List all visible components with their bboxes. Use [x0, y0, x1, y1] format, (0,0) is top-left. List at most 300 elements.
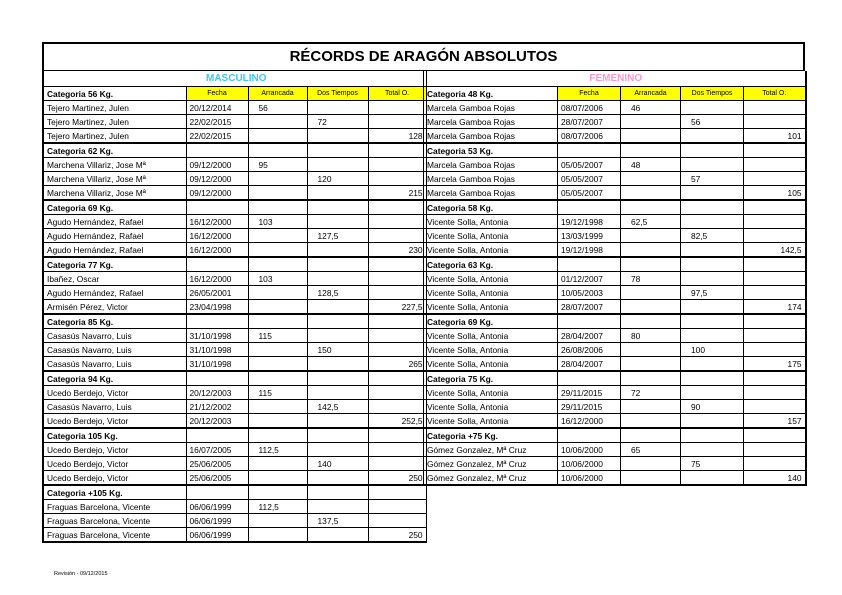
record-date: 16/12/2000 — [186, 215, 248, 229]
record-row — [424, 229, 806, 243]
record-date: 28/04/2007 — [558, 357, 621, 372]
record-date: 09/12/2000 — [186, 186, 248, 201]
record-row — [424, 443, 806, 457]
category-header-row — [424, 314, 806, 329]
dos-tiempos-value — [681, 471, 744, 486]
athlete-name: Ucedo Berdejo, Victor — [43, 457, 186, 471]
record-row — [424, 186, 806, 201]
record-row — [43, 357, 426, 372]
empty-cell — [186, 371, 248, 386]
record-row — [43, 115, 426, 129]
record-date: 20/12/2003 — [186, 414, 248, 429]
arrancada-value: 112,5 — [248, 443, 307, 457]
record-row — [43, 528, 426, 543]
column-header-fecha: Fecha — [186, 87, 248, 101]
category-name: Categoria 94 Kg. — [43, 371, 186, 386]
athlete-name: Vicente Solla, Antonia — [424, 300, 558, 315]
record-date: 16/12/2000 — [186, 229, 248, 243]
category-header-row — [43, 257, 426, 272]
record-row — [424, 414, 806, 429]
empty-cell — [558, 428, 621, 443]
record-date: 16/07/2005 — [186, 443, 248, 457]
masculino-section — [42, 71, 425, 543]
record-date: 16/12/2000 — [186, 243, 248, 258]
femenino-table — [423, 71, 807, 486]
athlete-name: Agudo Hernández, Rafael — [43, 229, 186, 243]
record-date: 05/05/2007 — [558, 186, 621, 201]
total-value: 265 — [368, 357, 426, 372]
dos-tiempos-value — [307, 443, 368, 457]
athlete-name: Tejero Martinez, Julen — [43, 101, 186, 115]
arrancada-value: 78 — [621, 272, 681, 286]
total-value — [744, 158, 806, 172]
empty-cell — [248, 143, 307, 158]
category-header-row — [424, 371, 806, 386]
athlete-name: Marcela Gamboa Rojas — [424, 186, 558, 201]
record-date: 29/11/2015 — [558, 386, 621, 400]
arrancada-value: 95 — [248, 158, 307, 172]
record-date: 08/07/2006 — [558, 101, 621, 115]
total-value — [744, 101, 806, 115]
athlete-name: Vicente Solla, Antonia — [424, 357, 558, 372]
dos-tiempos-value — [681, 272, 744, 286]
athlete-name: Fraguas Barcelona, Vicente — [43, 514, 186, 528]
empty-cell — [186, 485, 248, 500]
record-row — [43, 229, 426, 243]
record-row — [43, 300, 426, 315]
athlete-name: Casasús Navarro, Luis — [43, 400, 186, 414]
dos-tiempos-value — [307, 129, 368, 144]
total-value — [368, 115, 426, 129]
arrancada-value — [621, 357, 681, 372]
empty-cell — [744, 371, 806, 386]
empty-cell — [307, 200, 368, 215]
arrancada-value — [621, 129, 681, 144]
record-date: 31/10/1998 — [186, 343, 248, 357]
empty-cell — [558, 314, 621, 329]
empty-cell — [307, 257, 368, 272]
athlete-name: Casasús Navarro, Luis — [43, 329, 186, 343]
total-value: 142,5 — [744, 243, 806, 258]
record-row — [424, 386, 806, 400]
total-value — [368, 443, 426, 457]
dos-tiempos-value: 57 — [681, 172, 744, 186]
record-row — [43, 471, 426, 486]
empty-cell — [368, 143, 426, 158]
arrancada-value: 112,5 — [248, 500, 307, 514]
arrancada-value: 56 — [248, 101, 307, 115]
athlete-name: Tejero Martinez, Julen — [43, 115, 186, 129]
arrancada-value — [248, 243, 307, 258]
empty-cell — [368, 314, 426, 329]
record-date: 06/06/1999 — [186, 500, 248, 514]
empty-cell — [368, 428, 426, 443]
record-row — [43, 272, 426, 286]
athlete-name: Ibañez, Oscar — [43, 272, 186, 286]
column-header-fecha: Fecha — [558, 87, 621, 101]
total-value — [744, 229, 806, 243]
total-value — [744, 286, 806, 300]
dos-tiempos-value: 120 — [307, 172, 368, 186]
arrancada-value — [621, 115, 681, 129]
record-row — [43, 329, 426, 343]
total-value: 215 — [368, 186, 426, 201]
masculino-gender-row — [43, 71, 426, 87]
record-row — [43, 129, 426, 144]
record-row — [424, 357, 806, 372]
dos-tiempos-value — [307, 500, 368, 514]
record-row — [424, 215, 806, 229]
column-header-dos-tiempos: Dos Tiempos — [681, 87, 744, 101]
athlete-name: Agudo Hernández, Rafael — [43, 286, 186, 300]
page-title: RÉCORDS DE ARAGÓN ABSOLUTOS — [42, 42, 805, 71]
record-row — [43, 457, 426, 471]
record-date: 13/03/1999 — [558, 229, 621, 243]
empty-cell — [558, 143, 621, 158]
category-name: Categoria +105 Kg. — [43, 485, 186, 500]
record-date: 08/07/2006 — [558, 129, 621, 144]
record-date: 28/04/2007 — [558, 329, 621, 343]
category-name: Categoria 58 Kg. — [424, 200, 558, 215]
record-date: 19/12/1998 — [558, 215, 621, 229]
total-value: 227,5 — [368, 300, 426, 315]
arrancada-value — [621, 471, 681, 486]
athlete-name: Vicente Solla, Antonia — [424, 329, 558, 343]
empty-cell — [681, 371, 744, 386]
total-value: 250 — [368, 528, 426, 543]
category-header-row — [43, 428, 426, 443]
total-value — [744, 215, 806, 229]
empty-cell — [744, 200, 806, 215]
athlete-name: Marcela Gamboa Rojas — [424, 115, 558, 129]
athlete-name: Agudo Hernández, Rafael — [43, 243, 186, 258]
arrancada-value — [248, 400, 307, 414]
record-date: 06/06/1999 — [186, 528, 248, 543]
femenino-label: FEMENINO — [424, 71, 806, 87]
total-value — [368, 172, 426, 186]
column-header-arrancada: Arrancada — [248, 87, 307, 101]
record-row — [424, 400, 806, 414]
record-date: 19/12/1998 — [558, 243, 621, 258]
dos-tiempos-value — [681, 329, 744, 343]
dos-tiempos-value: 72 — [307, 115, 368, 129]
athlete-name: Vicente Solla, Antonia — [424, 400, 558, 414]
category-header-row — [43, 485, 426, 500]
arrancada-value: 80 — [621, 329, 681, 343]
athlete-name: Casasús Navarro, Luis — [43, 357, 186, 372]
empty-cell — [307, 485, 368, 500]
category-name: Categoria 105 Kg. — [43, 428, 186, 443]
total-value — [368, 158, 426, 172]
athlete-name: Ucedo Berdejo, Victor — [43, 414, 186, 429]
record-date: 01/12/2007 — [558, 272, 621, 286]
athlete-name: Fraguas Barcelona, Vicente — [43, 500, 186, 514]
empty-cell — [248, 428, 307, 443]
empty-cell — [368, 257, 426, 272]
total-value — [744, 115, 806, 129]
total-value — [744, 386, 806, 400]
category-header-row — [424, 428, 806, 443]
dos-tiempos-value — [681, 414, 744, 429]
column-header-arrancada: Arrancada — [621, 87, 681, 101]
arrancada-value — [621, 186, 681, 201]
athlete-name: Vicente Solla, Antonia — [424, 243, 558, 258]
dos-tiempos-value — [307, 215, 368, 229]
record-row — [43, 500, 426, 514]
arrancada-value — [248, 343, 307, 357]
arrancada-value — [621, 400, 681, 414]
dos-tiempos-value: 128,5 — [307, 286, 368, 300]
arrancada-value — [621, 300, 681, 315]
total-value — [368, 514, 426, 528]
record-date: 26/08/2006 — [558, 343, 621, 357]
dos-tiempos-value — [307, 471, 368, 486]
record-row — [424, 343, 806, 357]
empty-cell — [558, 257, 621, 272]
arrancada-value — [621, 286, 681, 300]
record-date: 26/05/2001 — [186, 286, 248, 300]
category-header-row — [43, 200, 426, 215]
dos-tiempos-value: 100 — [681, 343, 744, 357]
empty-cell — [744, 143, 806, 158]
dos-tiempos-value — [307, 386, 368, 400]
record-date: 25/06/2005 — [186, 457, 248, 471]
dos-tiempos-value — [307, 101, 368, 115]
column-header-total: Total O. — [744, 87, 806, 101]
dos-tiempos-value — [307, 158, 368, 172]
arrancada-value — [248, 414, 307, 429]
athlete-name: Marchena Villariz, Jose Mª — [43, 186, 186, 201]
arrancada-value: 103 — [248, 215, 307, 229]
total-value — [368, 400, 426, 414]
empty-cell — [744, 257, 806, 272]
record-row — [43, 243, 426, 258]
total-value: 105 — [744, 186, 806, 201]
total-value — [368, 272, 426, 286]
category-name: Categoria 53 Kg. — [424, 143, 558, 158]
category-name: Categoria 69 Kg. — [43, 200, 186, 215]
arrancada-value — [248, 129, 307, 144]
record-row — [424, 172, 806, 186]
arrancada-value — [621, 414, 681, 429]
dos-tiempos-value: 56 — [681, 115, 744, 129]
record-row — [43, 101, 426, 115]
masculino-label: MASCULINO — [43, 71, 426, 87]
total-value: 128 — [368, 129, 426, 144]
empty-cell — [621, 143, 681, 158]
athlete-name: Vicente Solla, Antonia — [424, 414, 558, 429]
revision-note: Revisión - 09/12/2015 — [54, 571, 108, 577]
total-value: 175 — [744, 357, 806, 372]
athlete-name: Vicente Solla, Antonia — [424, 386, 558, 400]
athlete-name: Vicente Solla, Antonia — [424, 229, 558, 243]
record-date: 06/06/1999 — [186, 514, 248, 528]
record-row — [424, 300, 806, 315]
empty-cell — [744, 428, 806, 443]
arrancada-value — [621, 243, 681, 258]
total-value — [368, 101, 426, 115]
dos-tiempos-value — [681, 158, 744, 172]
athlete-name: Casasús Navarro, Luis — [43, 343, 186, 357]
record-row — [43, 172, 426, 186]
athlete-name: Tejero Martinez, Julen — [43, 129, 186, 144]
arrancada-value — [621, 172, 681, 186]
total-value — [744, 172, 806, 186]
total-value — [368, 286, 426, 300]
dos-tiempos-value: 127,5 — [307, 229, 368, 243]
record-row — [424, 243, 806, 258]
arrancada-value: 103 — [248, 272, 307, 286]
record-date: 20/12/2014 — [186, 101, 248, 115]
record-row — [43, 443, 426, 457]
dos-tiempos-value — [307, 528, 368, 543]
record-date: 10/06/2000 — [558, 457, 621, 471]
record-date: 05/05/2007 — [558, 158, 621, 172]
dos-tiempos-value: 140 — [307, 457, 368, 471]
dos-tiempos-value — [681, 357, 744, 372]
empty-cell — [248, 257, 307, 272]
athlete-name: Vicente Solla, Antonia — [424, 343, 558, 357]
athlete-name: Marchena Villariz, Jose Mª — [43, 172, 186, 186]
empty-cell — [681, 428, 744, 443]
athlete-name: Fraguas Barcelona, Vicente — [43, 528, 186, 543]
column-header-dos-tiempos: Dos Tiempos — [307, 87, 368, 101]
empty-cell — [621, 314, 681, 329]
record-date: 05/05/2007 — [558, 172, 621, 186]
empty-cell — [186, 200, 248, 215]
total-value: 252,5 — [368, 414, 426, 429]
arrancada-value — [248, 229, 307, 243]
record-row — [424, 129, 806, 144]
record-row — [43, 343, 426, 357]
record-date: 31/10/1998 — [186, 357, 248, 372]
total-value — [744, 329, 806, 343]
empty-cell — [248, 371, 307, 386]
total-value: 230 — [368, 243, 426, 258]
athlete-name: Gómez Gonzalez, Mª Cruz — [424, 457, 558, 471]
dos-tiempos-value — [681, 243, 744, 258]
record-row — [424, 286, 806, 300]
arrancada-value: 62,5 — [621, 215, 681, 229]
total-value — [744, 457, 806, 471]
dos-tiempos-value: 82,5 — [681, 229, 744, 243]
arrancada-value: 115 — [248, 329, 307, 343]
category-name: Categoria 77 Kg. — [43, 257, 186, 272]
dos-tiempos-value — [681, 186, 744, 201]
total-value — [368, 386, 426, 400]
empty-cell — [307, 314, 368, 329]
dos-tiempos-value — [307, 300, 368, 315]
record-date: 22/02/2015 — [186, 129, 248, 144]
empty-cell — [621, 257, 681, 272]
dos-tiempos-value — [681, 101, 744, 115]
category-header-row — [43, 314, 426, 329]
athlete-name: Vicente Solla, Antonia — [424, 215, 558, 229]
dos-tiempos-value — [681, 443, 744, 457]
arrancada-value: 48 — [621, 158, 681, 172]
athlete-name: Agudo Hernández, Rafael — [43, 215, 186, 229]
athlete-name: Marchena Villariz, Jose Mª — [43, 158, 186, 172]
dos-tiempos-value — [307, 329, 368, 343]
empty-cell — [744, 314, 806, 329]
total-value — [744, 343, 806, 357]
dos-tiempos-value: 75 — [681, 457, 744, 471]
category-name: Categoria 69 Kg. — [424, 314, 558, 329]
record-date: 28/07/2007 — [558, 115, 621, 129]
record-date: 10/06/2000 — [558, 471, 621, 486]
record-row — [43, 386, 426, 400]
category-name: Categoria 75 Kg. — [424, 371, 558, 386]
empty-cell — [621, 371, 681, 386]
record-row — [424, 115, 806, 129]
total-value — [368, 500, 426, 514]
record-date: 09/12/2000 — [186, 172, 248, 186]
total-value: 174 — [744, 300, 806, 315]
athlete-name: Marcela Gamboa Rojas — [424, 158, 558, 172]
arrancada-value — [248, 115, 307, 129]
arrancada-value: 115 — [248, 386, 307, 400]
athlete-name: Gómez Gonzalez, Mª Cruz — [424, 443, 558, 457]
total-value — [368, 343, 426, 357]
dos-tiempos-value — [681, 129, 744, 144]
category-header-row — [43, 87, 426, 101]
total-value — [744, 272, 806, 286]
record-date: 09/12/2000 — [186, 158, 248, 172]
dos-tiempos-value — [681, 386, 744, 400]
empty-cell — [186, 257, 248, 272]
arrancada-value — [248, 457, 307, 471]
record-row — [424, 158, 806, 172]
record-row — [43, 186, 426, 201]
record-row — [424, 457, 806, 471]
athlete-name: Marcela Gamboa Rojas — [424, 129, 558, 144]
arrancada-value — [621, 457, 681, 471]
athlete-name: Armisén Pérez, Victor — [43, 300, 186, 315]
total-value: 250 — [368, 471, 426, 486]
arrancada-value — [248, 357, 307, 372]
empty-cell — [681, 200, 744, 215]
total-value: 157 — [744, 414, 806, 429]
category-name: Categoria 85 Kg. — [43, 314, 186, 329]
category-name: Categoria 63 Kg. — [424, 257, 558, 272]
total-value — [368, 457, 426, 471]
dos-tiempos-value: 142,5 — [307, 400, 368, 414]
dos-tiempos-value: 90 — [681, 400, 744, 414]
category-header-row — [424, 257, 806, 272]
record-row — [424, 471, 806, 486]
empty-cell — [307, 428, 368, 443]
record-row — [43, 414, 426, 429]
empty-cell — [681, 143, 744, 158]
athlete-name: Ucedo Berdejo, Victor — [43, 386, 186, 400]
record-date: 28/07/2007 — [558, 300, 621, 315]
dos-tiempos-value — [307, 186, 368, 201]
category-name: Categoria 56 Kg. — [43, 87, 186, 101]
record-date: 10/05/2003 — [558, 286, 621, 300]
dos-tiempos-value: 150 — [307, 343, 368, 357]
record-row — [424, 101, 806, 115]
category-header-row — [43, 143, 426, 158]
record-row — [43, 215, 426, 229]
records-sheet — [42, 42, 805, 543]
record-date: 21/12/2002 — [186, 400, 248, 414]
empty-cell — [558, 200, 621, 215]
arrancada-value — [248, 172, 307, 186]
arrancada-value: 72 — [621, 386, 681, 400]
dos-tiempos-value: 97,5 — [681, 286, 744, 300]
record-date: 20/12/2003 — [186, 386, 248, 400]
empty-cell — [368, 485, 426, 500]
